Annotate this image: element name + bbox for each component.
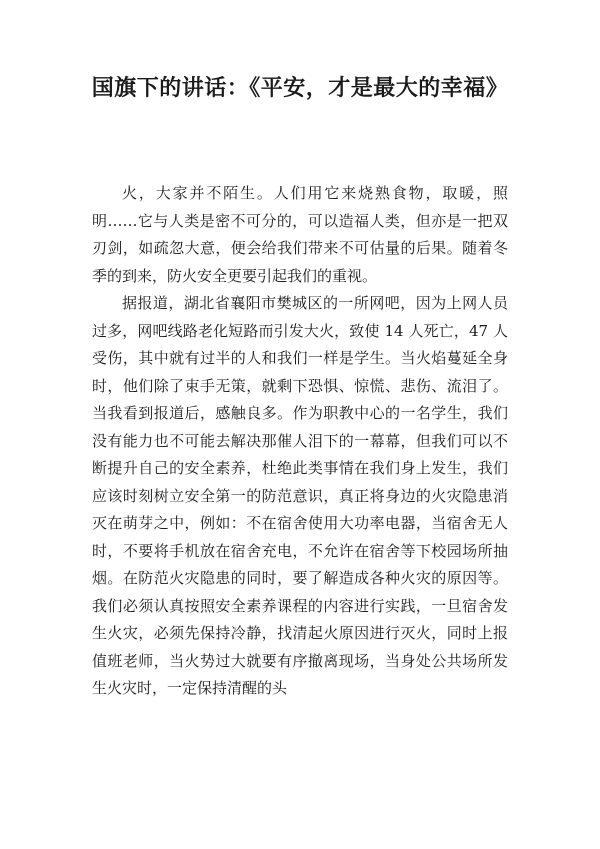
paragraph-2: 据报道，湖北省襄阳市樊城区的一所网吧，因为上网人员过多，网吧线路老化短路而引发大火，致使 14 人死亡，47 人受伤，其中就有过半的人和我们一样是学生。当火焰蔓延全身时，他们除了束手无策，就剩下恐惧、惊慌、悲伤、流泪了。当我看到报道后，感触良多。作为职教中心的一名学生，我们没有能力也不可能去解决那催人泪下的一幕幕，但我们可以不断提升自己的安全素养，杜绝此类事情在我们身上发生，我们应该时刻树立安全第一的防范意识，真正将身边的火灾隐患消灭在萌芽之中，例如：不在宿舍使用大功率电器，当宿舍无人时，不要将手机放在宿舍充电，不允许在宿舍等下校园场所抽烟。在防范火灾隐患的同时，要了解造成各种火灾的原因等。我们必须认真按照安全素养课程的内容进行实践，一旦宿舍发生火灾，必须先保持冷静，找清起火原因进行灭火，同时上报值班老师，当火势过大就要有序撤离现场，当身处公共场所发生火灾时，一定保持清醒的头 [92, 294, 508, 697]
paragraph-1: 火，大家并不陌生。人们用它来烧熟食物，取暖，照明……它与人类是密不可分的，可以造福人类，但亦是一把双刃剑，如疏忽大意，便会给我们带来不可估量的后果。随着冬季的到来，防火安全更要引起我们的重视。 [92, 184, 508, 285]
document-title: 国旗下的讲话：《平安，才是最大的幸福》 [91, 75, 509, 101]
document-body [92, 180, 508, 703]
